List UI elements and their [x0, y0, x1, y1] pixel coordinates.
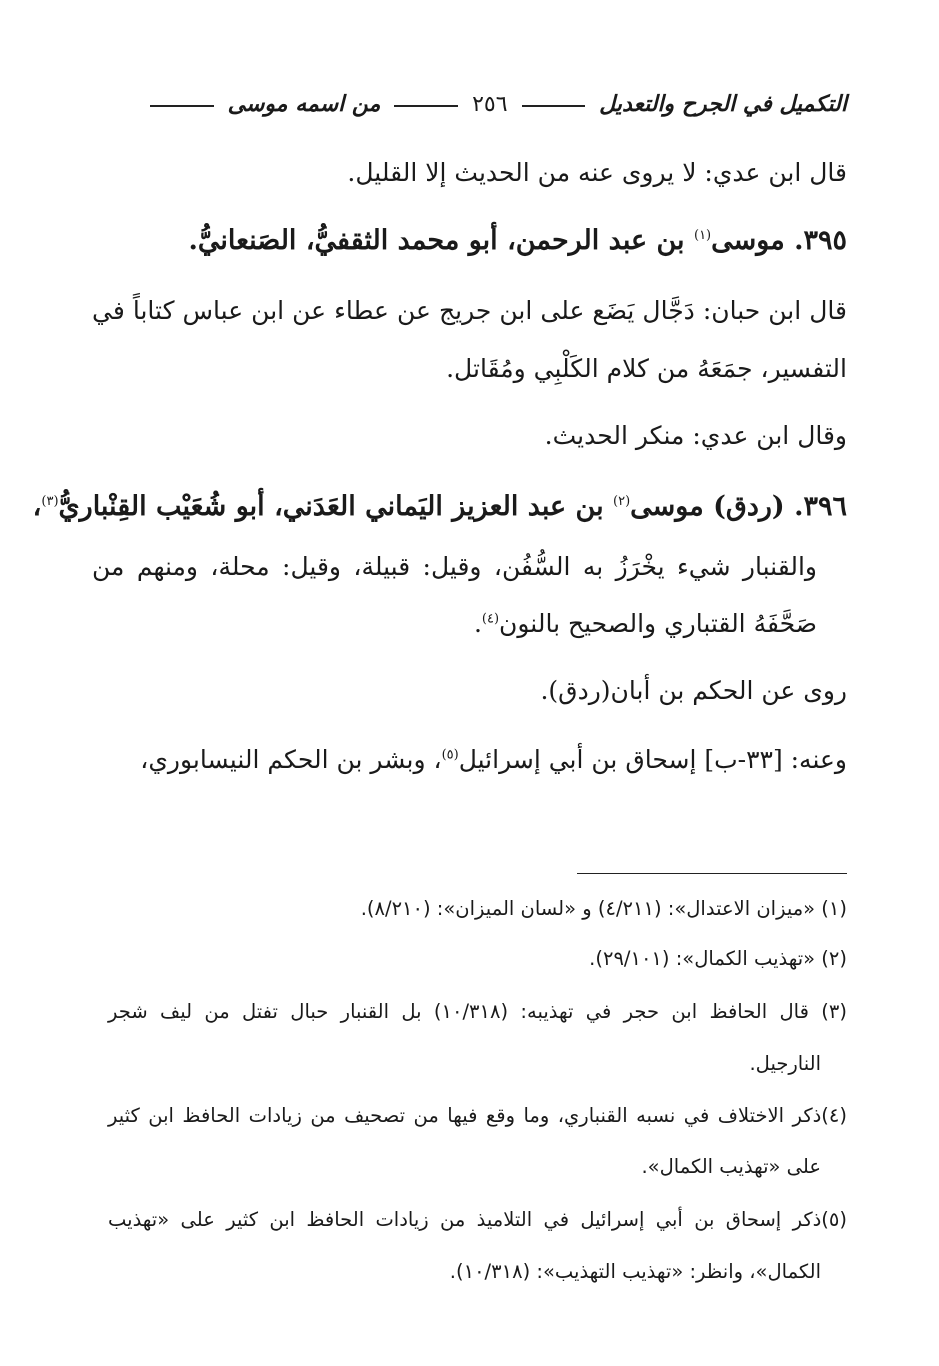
footnote-marker: (٢) — [613, 494, 631, 509]
punctuation: . — [473, 609, 482, 638]
text-line — [474, 609, 817, 639]
text-line: وقال ابن عدي: منكر الحديث. — [544, 421, 847, 450]
header-rule — [394, 105, 458, 107]
footnote-2: (٢) «تهذيب الكمال»: (٢٩/١٠١). — [589, 947, 847, 970]
footnote-4: (٤)ذكر الاختلاف في نسبه القنباري، وما وقع فيها من تصحيف من زيادات الحافظ ابن كثير — [108, 1104, 847, 1127]
header-rule — [522, 105, 586, 107]
page-number: ٢٥٦ — [472, 91, 508, 117]
footnote-5-cont: الكمال»، وانظر: «تهذيب التهذيب»: (١٠/٣١٨). — [449, 1260, 821, 1283]
footnote-3-cont: النارجيل. — [749, 1052, 821, 1075]
text-segment: صَحَّفَهُ القتباري والصحيح بالنون — [499, 609, 817, 638]
text-segment: ، وبشر بن الحكم النيسابوري، — [140, 745, 442, 774]
text-line: التفسير، جمَعَهُ من كلام الكَلْبِي ومُقَاتل. — [446, 354, 847, 383]
entry-396-heading — [33, 491, 847, 523]
entry-name-rest: بن عبد العزيز اليَماني العَدَني، أبو شُعَيْب القِنْباريُّ — [58, 491, 604, 522]
header-book-title: التكميل في الجرح والتعديل — [599, 91, 847, 117]
text-line: قال ابن حبان: دَجَّال يَضَع على ابن جريج عن عطاء عن ابن عباس كتاباً في — [92, 296, 847, 325]
punctuation: ، — [32, 491, 42, 522]
header-rule — [150, 105, 214, 107]
text-line — [140, 745, 847, 775]
footnote-3: (٣) قال الحافظ ابن حجر في تهذيبه: (١٠/٣١٨) بل القنبار حبال تفتل من ليف شجر — [108, 1000, 847, 1023]
footnote-4-cont: على «تهذيب الكمال». — [641, 1155, 821, 1178]
footnote-1: (١) «ميزان الاعتدال»: (٤/٢١١) و «لسان الميزان»: (٨/٢١٠). — [360, 897, 847, 920]
entry-name: (ردق) موسى — [630, 491, 785, 522]
text-line: روى عن الحكم بن أبان(ردق). — [540, 676, 847, 705]
running-header — [150, 84, 847, 124]
footnote-marker: (١) — [693, 228, 712, 243]
entry-number: ٣٩٦. — [794, 491, 847, 522]
entry-395-heading — [188, 225, 847, 257]
footnote-marker: (٣) — [41, 494, 59, 509]
entry-name-rest: بن عبد الرحمن، أبو محمد الثقفيُّ، الصَنعانيُّ. — [188, 225, 685, 256]
entry-name: موسى — [711, 225, 785, 256]
footnote-marker: (٥) — [441, 747, 459, 763]
text-line: قال ابن عدي: لا يروى عنه من الحديث إلا القليل. — [347, 158, 847, 187]
text-segment: وعنه: [٣٣-ب] إسحاق بن أبي إسرائيل — [458, 745, 847, 774]
text-line: والقنبار شيء يخْرَزُ به السُّفُن، وقيل: قبيلة، وقيل: محلة، ومنهم من — [92, 552, 817, 581]
footnote-divider — [577, 873, 847, 874]
footnote-marker: (٤) — [481, 611, 500, 627]
entry-number: ٣٩٥. — [794, 225, 847, 256]
header-section-title: من اسمه موسى — [227, 91, 381, 117]
footnote-5: (٥)ذكر إسحاق بن أبي إسرائيل في التلاميذ من زيادات الحافظ ابن كثير على «تهذيب — [108, 1208, 847, 1231]
